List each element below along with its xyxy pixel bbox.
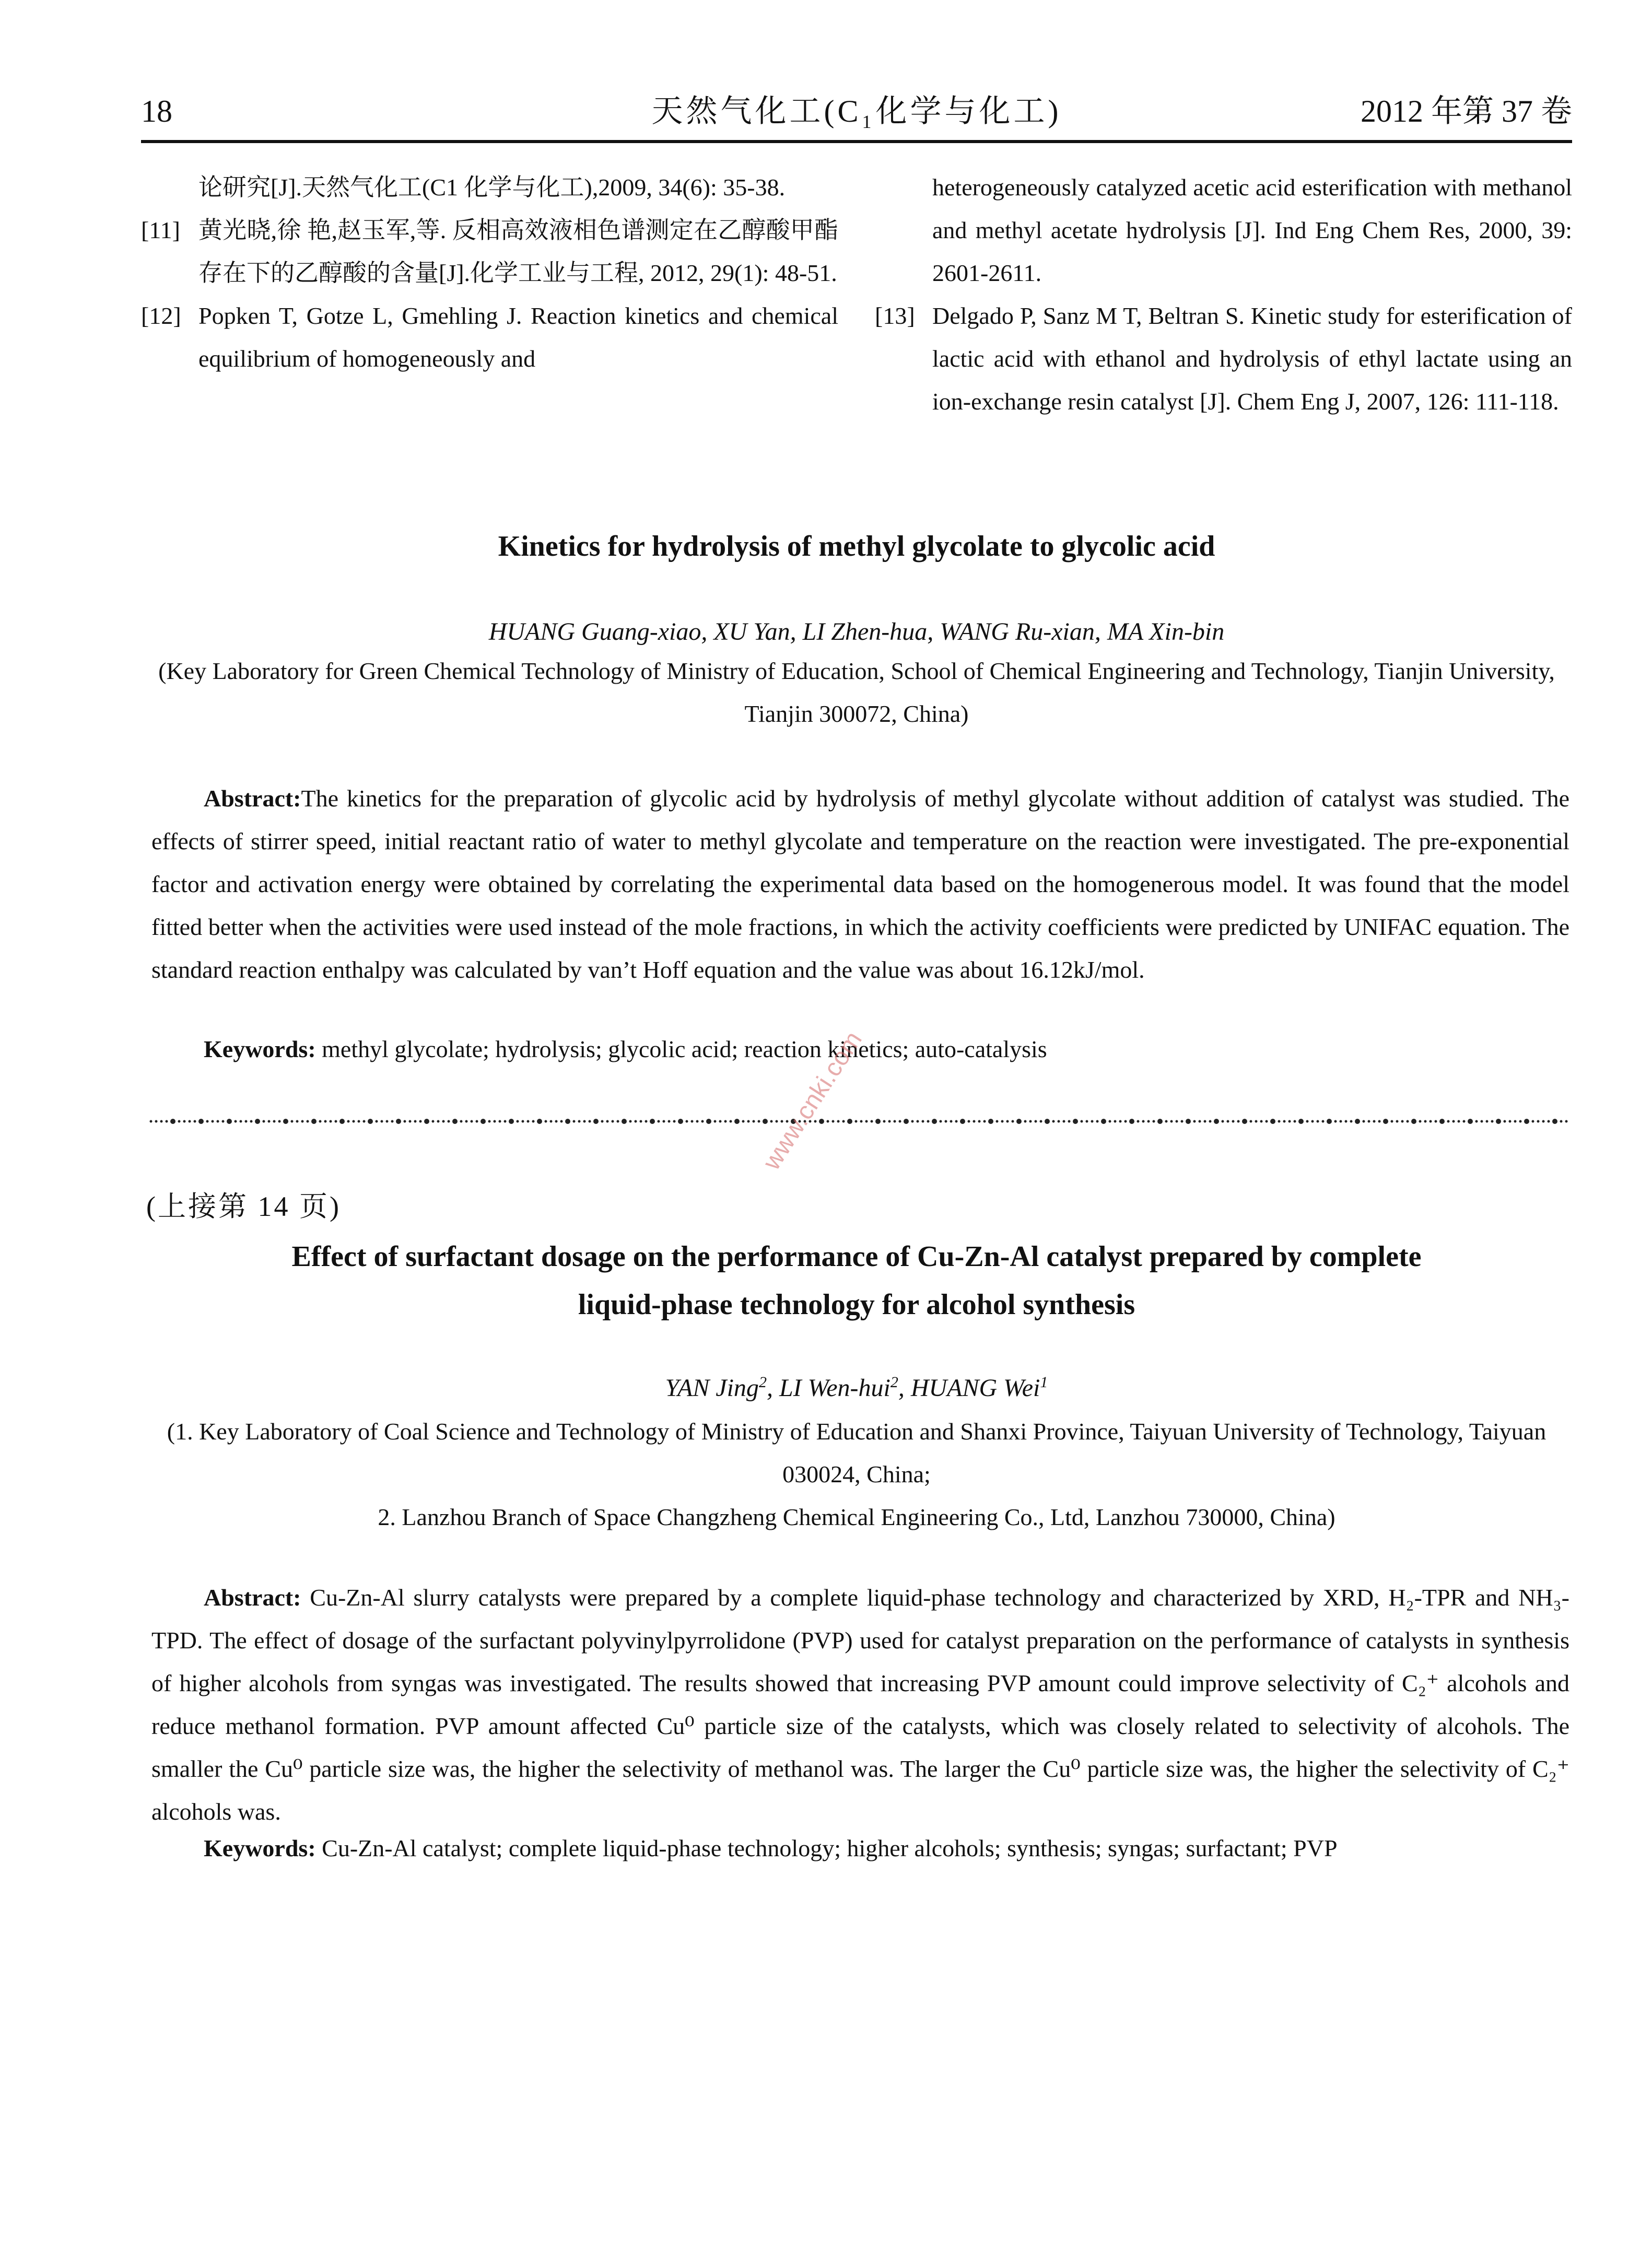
references-left-column — [141, 166, 838, 380]
keywords-text: Cu-Zn-Al catalyst; complete liquid-phase technology; higher alcohols; synthesis; syngas; surfactant; PVP — [322, 1835, 1338, 1861]
abstract-text: The kinetics for the preparation of glycolic acid by hydrolysis of methyl glycolate without addition of catalyst was studied. The effects of stirrer speed, initial reactant ratio of water to methyl glycolate and temperature on the reaction were investigated. The pre-exponential factor and activation energy were obtained by correlating the experimental data based on the homogenerous model. It was found that the model fitted better when the activities were used instead of the mole fractions, in which the activity coefficients were predicted by UNIFAC equation. The standard reaction enthalpy was calculated by van’t Hoff equation and the value was about 16.12kJ/mol. — [151, 785, 1569, 983]
reference-entry — [875, 295, 1572, 423]
keywords-label: Keywords: — [204, 1036, 316, 1062]
article2-affiliation-2: 2. Lanzhou Branch of Space Changzheng Chemical Engineering Co., Ltd, Lanzhou 730000, China) — [378, 1504, 1335, 1530]
article2-abstract — [151, 1576, 1569, 1833]
reference-number: [13] — [875, 302, 915, 329]
article1-abstract — [151, 777, 1569, 991]
author-name: YAN Jing — [665, 1374, 759, 1402]
abstract-label: Abstract: — [204, 1584, 301, 1611]
reference-text: Popken T, Gotze L, Gmehling J. Reaction kinetics and chemical equilibrium of homogeneously and — [198, 302, 838, 372]
reference-entry — [141, 209, 838, 295]
article2-title — [141, 1233, 1572, 1329]
section-divider — [149, 1115, 1569, 1128]
reference-entry — [875, 166, 1572, 295]
references-right-column — [875, 166, 1572, 423]
watermark: www.cnki.com — [757, 1026, 868, 1175]
author-affiliation-mark: 2 — [890, 1374, 898, 1391]
reference-number: [12] — [141, 302, 181, 329]
author-name: LI Wen-hui — [779, 1374, 891, 1402]
article2-title-line1: Effect of surfactant dosage on the performance of Cu-Zn-Al catalyst prepared by complete — [291, 1240, 1422, 1273]
journal-name: 天然气化工(C₁化学与化工) — [651, 94, 1062, 128]
author-affiliation-mark: 2 — [758, 1374, 767, 1391]
reference-text: heterogeneously catalyzed acetic acid esterification with methanol and methyl acetate hydrolysis [J]. Ind Eng Chem Res, 2000, 39: 2601-2611. — [932, 174, 1572, 286]
keywords-label: Keywords: — [204, 1835, 316, 1861]
author-affiliation-mark: 1 — [1040, 1374, 1048, 1391]
reference-number: [11] — [141, 217, 180, 243]
continuation-label: (上接第 14 页) — [146, 1191, 341, 1222]
article1-authors: HUANG Guang-xiao, XU Yan, LI Zhen-hua, WANG Ru-xian, MA Xin-bin — [488, 618, 1225, 646]
author-name: HUANG Wei — [910, 1374, 1040, 1402]
header-rule — [141, 140, 1572, 143]
article2-keywords — [204, 1827, 1569, 1870]
article1-affiliation: (Key Laboratory for Green Chemical Technology of Ministry of Education, School of Chemical Engineering and Technology, Tianjin University, Tianjin 300072, China) — [158, 658, 1555, 727]
keywords-text: methyl glycolate; hydrolysis; glycolic acid; reaction kinetics; auto-catalysis — [322, 1036, 1047, 1062]
reference-entry — [141, 166, 838, 209]
year-volume: 2012 年第 37 卷 — [1361, 94, 1572, 128]
article2-title-line2: liquid-phase technology for alcohol synthesis — [578, 1288, 1135, 1321]
article2-authors: YAN Jing$^2$, LI Wen-hui$^2$, HUANG Wei$^1$ — [665, 1374, 1048, 1402]
article1-title: Kinetics for hydrolysis of methyl glycolate to glycolic acid — [498, 530, 1215, 563]
article2-affiliation-1: (1. Key Laboratory of Coal Science and Technology of Ministry of Education and Shanxi Province, Taiyuan University of Technology, Taiyuan 030024, China; — [167, 1418, 1546, 1487]
running-header — [141, 88, 1572, 135]
reference-text: Delgado P, Sanz M T, Beltran S. Kinetic study for esterification of lactic acid with ethanol and hydrolysis of ethyl lactate using an ion-exchange resin catalyst [J]. Chem Eng J, 2007, 126: 111-118. — [932, 302, 1572, 415]
article1-keywords — [204, 1028, 1569, 1071]
reference-text: 黄光晓,徐 艳,赵玉军,等. 反相高效液相色谱测定在乙醇酸甲酯存在下的乙醇酸的含量[J].化学工业与工程, 2012, 29(1): 48-51. — [198, 217, 838, 286]
references — [141, 166, 1572, 459]
abstract-text: Cu-Zn-Al slurry catalysts were prepared by a complete liquid-phase technology and characterized by XRD, H₂-TPR and NH₃-TPD. The effect of dosage of the surfactant polyvinylpyrrolidone (PVP) used for catalyst preparation on the performance of catalysts in synthesis of higher alcohols from syngas was investigated. The results showed that increasing PVP amount could improve selectivity of C₂⁺ alcohols and reduce methanol formation. PVP amount affected Cu⁰ particle size of the catalysts, which was closely related to selectivity of alcohols. The smaller the Cu⁰ particle size was, the higher the selectivity of methanol was. The larger the Cu⁰ particle size was, the higher the selectivity of C₂⁺ alcohols was. — [151, 1584, 1569, 1825]
reference-entry — [141, 295, 838, 380]
page-number: 18 — [141, 94, 172, 128]
abstract-label: Abstract: — [204, 785, 301, 812]
reference-text: 论研究[J].天然气化工(C1 化学与化工),2009, 34(6): 35-38. — [198, 174, 786, 201]
